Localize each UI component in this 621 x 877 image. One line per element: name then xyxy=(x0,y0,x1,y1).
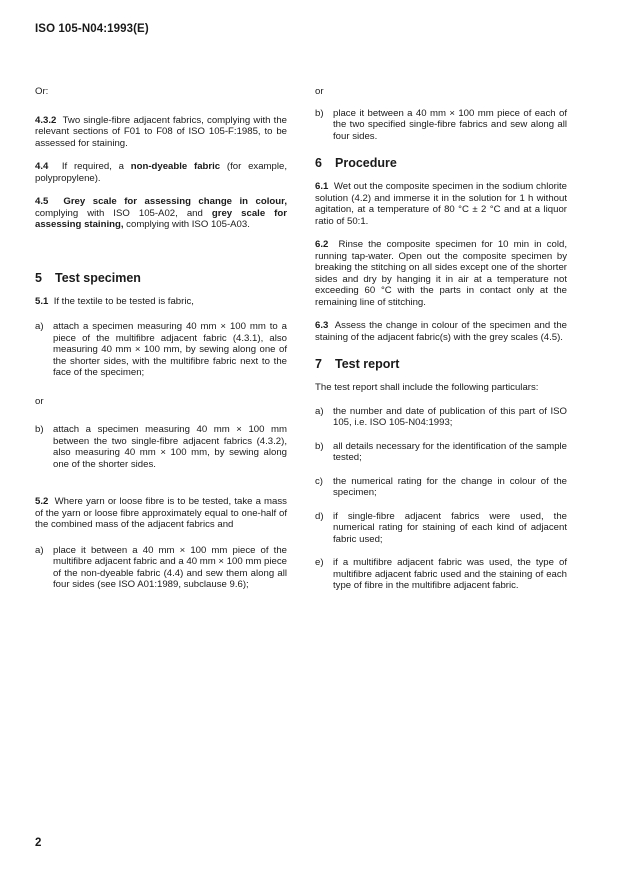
clause-4-3-2 xyxy=(35,115,287,150)
clause-text: complying with ISO 105-A03. xyxy=(123,219,250,230)
clause-number: 4.5 xyxy=(35,196,49,207)
report-item-a xyxy=(315,406,567,429)
section-heading-7 xyxy=(315,357,567,372)
list-item-b xyxy=(35,424,287,470)
list-item-a xyxy=(35,321,287,379)
section-title: Procedure xyxy=(335,156,397,170)
report-item-d xyxy=(315,511,567,546)
list-label: b) xyxy=(315,107,324,119)
report-item-c xyxy=(315,476,567,499)
right-column xyxy=(315,86,567,604)
clause-text: Assess the change in colour of the specimen and the staining of the adjacent fabric(s) with the grey scales (4.5). xyxy=(315,320,567,343)
clause-emphasis: grey scale for assessing staining, xyxy=(35,207,287,230)
clause-text: Rinse the composite specimen for 10 min in cold, running tap-water. Open out the composite specimen by breaking the stitching on all sides except one of the shorter sides and dry by hanging it in air at a temperature not exceeding 60 °C with the parts in contact only at the remaining line of stitching. xyxy=(315,239,567,308)
clause-6-2 xyxy=(315,239,567,308)
list-label: c) xyxy=(315,475,323,487)
clause-4-5 xyxy=(35,196,287,231)
section-number: 6 xyxy=(315,156,322,170)
section-title: Test report xyxy=(335,357,400,371)
clause-number: 6.3 xyxy=(315,320,329,331)
list-text: place it between a 40 mm × 100 mm piece of the multifibre adjacent fabric and a 40 mm × 100 mm piece of the non-dyeable fabric (4.4) and sew them along all four sides (see ISO A01:1989, subclause 9.6); xyxy=(53,544,287,590)
clause-4-4 xyxy=(35,161,287,184)
report-item-e xyxy=(315,557,567,592)
or-text: or xyxy=(35,395,44,407)
list-label: a) xyxy=(315,405,324,417)
list-text: attach a specimen measuring 40 mm × 100 mm to a piece of the multifibre adjacent fabric (4.3.1), also measuring 40 mm × 100 mm, by sewing along one of the shorter sides, with the multifibre fabric next to the face of the specimen; xyxy=(53,321,287,378)
list-text: if single-fibre adjacent fabrics were used, the numerical rating for staining of each kind of adjacent fabric used; xyxy=(333,510,567,545)
list-label: a) xyxy=(35,544,44,556)
section-number: 5 xyxy=(35,270,42,285)
left-column xyxy=(35,86,287,603)
list-label: e) xyxy=(315,557,324,568)
list-text: attach a specimen measuring 40 mm × 100 mm between the two single-fibre adjacent fabrics (4.3.2), also measuring 40 mm × 100 mm, by sewing along one of the shorter sides. xyxy=(53,424,287,470)
list-label: d) xyxy=(315,510,324,522)
section-heading-6 xyxy=(315,156,567,171)
list-text: if a multifibre adjacent fabric was used, the type of multifibre adjacent fabric used and the staining of each type of fibre in the multifibre adjacent fabric. xyxy=(333,557,567,591)
clause-text: complying with ISO 105-A02, and xyxy=(35,207,212,219)
clause-number: 6.2 xyxy=(315,239,329,250)
clause-emphasis: Grey scale for assessing change in colour, xyxy=(63,196,287,207)
list-text: the numerical rating for the change in colour of the specimen; xyxy=(333,475,567,498)
list-text: the number and date of publication of this part of ISO 105, i.e. ISO 105-N04:1993; xyxy=(333,405,567,428)
list-label: a) xyxy=(35,321,44,332)
page-header: ISO 105-N04:1993(E) xyxy=(35,23,149,35)
clause-emphasis: non-dyeable fabric xyxy=(130,161,221,172)
list-label: b) xyxy=(315,440,324,452)
clause-number: 5.2 xyxy=(35,496,49,507)
report-item-b xyxy=(315,441,567,464)
list-label: b) xyxy=(35,424,44,435)
or-text: Or: xyxy=(35,86,49,97)
list-text: place it between a 40 mm × 100 mm piece of each of the two specified single-fibre fabrics and sew along all four sides. xyxy=(333,107,567,142)
section-heading-5 xyxy=(35,271,287,286)
section-title: Test specimen xyxy=(55,270,141,285)
clause-number: 4.4 xyxy=(35,161,49,172)
list-item-a xyxy=(35,545,287,591)
clause-text: If the textile to be tested is fabric, xyxy=(53,295,194,307)
clause-number: 6.1 xyxy=(315,181,329,192)
clause-6-1 xyxy=(315,181,567,227)
section-number: 7 xyxy=(315,357,322,371)
clause-number: 4.3.2 xyxy=(35,114,57,126)
report-intro: The test report shall include the following particulars: xyxy=(315,382,539,393)
list-item-b xyxy=(315,108,567,143)
clause-text: Two single-fibre adjacent fabrics, complying with the relevant sections of F01 to F08 of ISO 105-F:1985, to be assessed for staining. xyxy=(35,114,287,149)
page-number: 2 xyxy=(35,837,42,849)
clause-number: 5.1 xyxy=(35,295,49,307)
clause-6-3 xyxy=(315,320,567,343)
clause-text: If required, a xyxy=(61,161,131,172)
list-text: all details necessary for the identification of the sample tested; xyxy=(333,440,567,463)
clause-text: Where yarn or loose fibre is to be tested, take a mass of the yarn or loose fibre approximately equal to one-half of the combined mass of the adjacent fabrics and xyxy=(35,496,287,530)
clause-5-1 xyxy=(35,296,287,308)
or-text: or xyxy=(315,86,324,97)
clause-text: Wet out the composite specimen in the sodium chlorite solution (4.2) and immerse it in the solution for 1 h without agitation, at a temperature of 80 °C ± 2 °C and at a liquor ratio of 50:1. xyxy=(315,181,567,227)
clause-5-2 xyxy=(35,496,287,531)
clause-text: (for example, polypropylene). xyxy=(35,161,287,184)
